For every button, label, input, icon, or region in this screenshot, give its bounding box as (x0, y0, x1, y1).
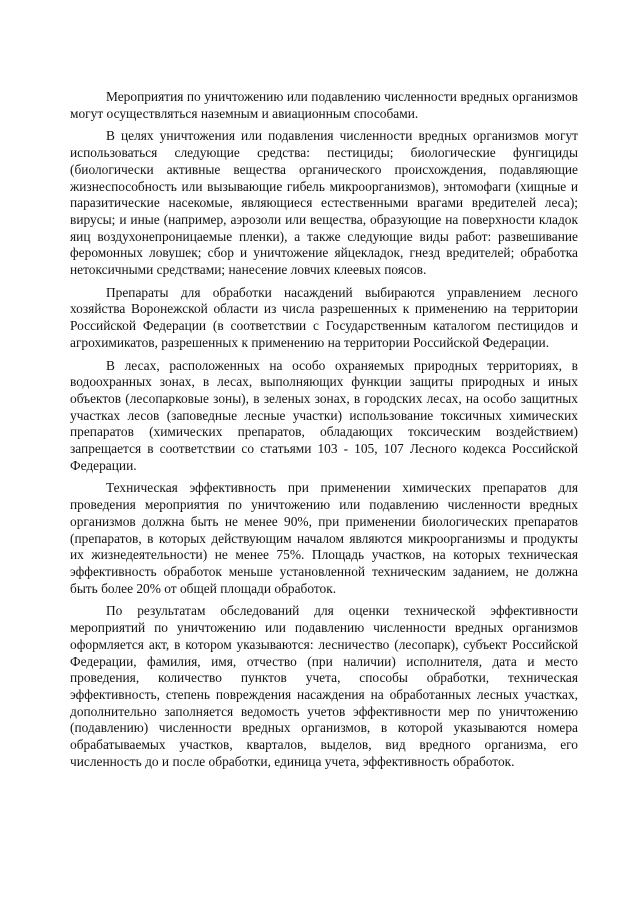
paragraph-protected-areas: В лесах, расположенных на особо охраняемых природных территориях, в водоохранных зонах, в лесах, выполняющих функции защиты природных и иных объектов (лесопарковые зоны), в зеленых зонах, в городских лесах, на особо защитных участках лесов (заповедные лесные участки) использование токсичных химических препаратов (химических препаратов, обладающих токсическим воздействием) запрещается в соответствии со статьями 103 - 105, 107 Лесного кодекса Российской Федерации. (70, 357, 578, 473)
paragraph-means: В целях уничтожения или подавления численности вредных организмов могут использоваться следующие средства: пестициды; биологические фунгициды (биологически активные вещества органического происхождения, подавляющие жизнеспособность или вызывающие гибель микроорганизмов), энтомофаги (хищные и паразитические насекомые, являющиеся естественными врагами вредителей леса); вирусы; и иные (например, аэрозоли или вещества, образующие на поверхности кладок яиц воздухонепроницаемые пленки), а также следующие виды работ: развешивание феромонных ловушек; сбор и уничтожение яйцекладок, гнезд вредителей; обработка нетоксичными средствами; нанесение ловчих клеевых поясов. (70, 128, 578, 278)
paragraph-methods: Мероприятия по уничтожению или подавлению численности вредных организмов могут осуществляться наземным и авиационным способами. (70, 89, 578, 121)
document-body (70, 89, 578, 776)
paragraph-technical-efficiency: Техническая эффективность при применении химических препаратов для проведения мероприятия по уничтожению или подавлению численности вредных организмов должна быть не менее 90%, при применении биологических препаратов (препаратов, в которых действующим началом являются микроорганизмы и продукты их жизнедеятельности) не менее 75%. Площадь участков, на которых техническая эффективность обработок меньше установленной техническим заданием, не должна быть более 20% от общей площади обработок. (70, 480, 578, 596)
paragraph-preparations: Препараты для обработки насаждений выбираются управлением лесного хозяйства Воронежской области из числа разрешенных к применению на территории Российской Федерации (в соответствии с Государственным каталогом пестицидов и агрохимикатов, разрешенных к применению на территории Российской Федерации. (70, 284, 578, 350)
paragraph-survey-act: По результатам обследований для оценки технической эффективности мероприятий по уничтожению или подавлению численности вредных организмов оформляется акт, в котором указываются: лесничество (лесопарк), субъект Российской Федерации, фамилия, имя, отчество (при наличии) исполнителя, дата и место проведения, количество пунктов учета, способы обработки, техническая эффективность, степень повреждения насаждения на обработанных лесных участках, дополнительно заполняется ведомость учетов эффективности мер по уничтожению (подавлению) численности вредных организмов, в которой указываются номера обрабатываемых участков, кварталов, выделов, вид вредного организма, его численность до и после обработки, единица учета, эффективность обработок. (70, 603, 578, 769)
